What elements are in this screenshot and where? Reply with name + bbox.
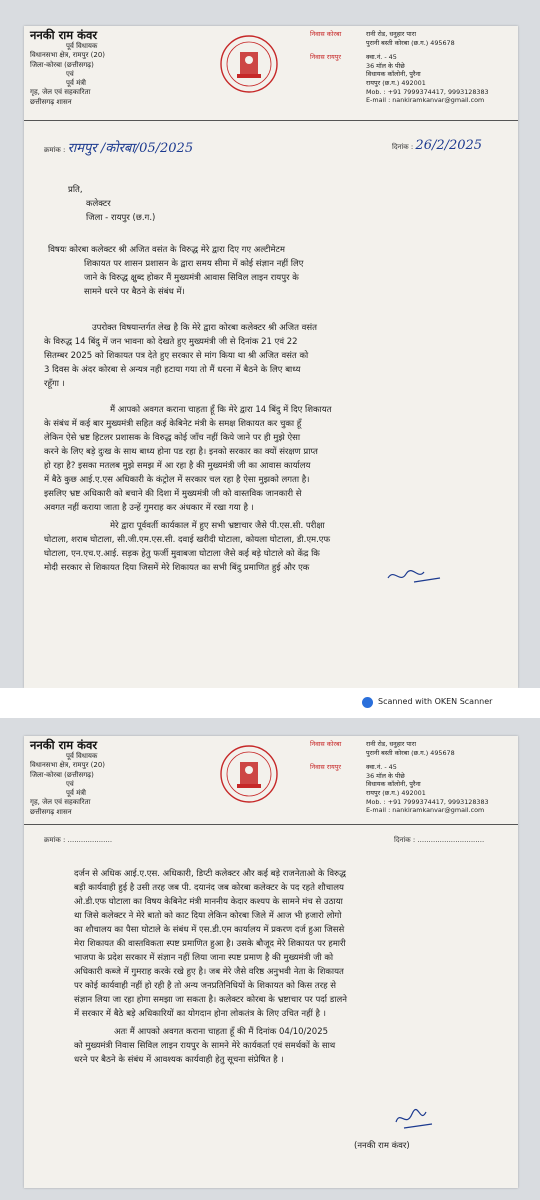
korba-address-line-2: पुरानी बस्ती कोरबा (छ.ग.) 495678 — [366, 38, 455, 47]
header-divider — [24, 824, 518, 825]
signatory-name: (ननकी राम कंवर) — [354, 1141, 410, 1151]
letterhead-right — [310, 30, 518, 105]
body-line: घोटाला, एन.एच.ए.आई. सड़क हेतु फर्जी मुवाबजा घोटाला जैसे कई बड़े घोटाले को केंद्र कि — [44, 549, 320, 559]
body-line: के विरुद्ध 14 बिंदु में जन भावना को देखते हुए मुख्यमंत्री जी से दिनांक 21 एवं 22 — [44, 337, 298, 347]
recipient-line: कलेक्टर — [86, 199, 111, 209]
letterhead-left — [30, 28, 105, 107]
and-line: एवं — [66, 779, 74, 788]
former-minister-line: पूर्व मंत्री — [66, 789, 86, 798]
letterhead-name: ननकी राम कंवर — [30, 28, 98, 42]
portfolio-line: गृह, जेल एवं सहकारिता — [30, 88, 91, 97]
body-line: में सरकार में बैठे बड़े अधिकारियों का योगदान होना लोकतंत्र के लिए उचित नहीं है । — [74, 1009, 326, 1019]
raipur-address-line-4: रायपुर (छ.ग.) 492001 — [366, 788, 426, 797]
recipient-district-line: जिला - रायपुर (छ.ग.) — [86, 213, 156, 223]
letterhead-right — [310, 740, 518, 815]
body-line: अधिकारी कब्जे में गुमराह करके रखे हुए है। जब मेरे जैसे वरिष्ठ अनुभवी नेता के शिकायत — [74, 967, 344, 977]
assembly-emblem-icon — [219, 30, 279, 112]
letterhead-left — [30, 738, 105, 817]
body-line: घोटाला, शराब घोटाला, सी.जी.एम.एस.सी. दवाई खरीदी घोटाला, कोयला घोटाला, डी.एम.एफ — [44, 535, 331, 545]
portfolio-line: गृह, जेल एवं सहकारिता — [30, 798, 91, 807]
body-line: 3 दिवस के अंदर कोरबा से अन्यत्र नही हटाया गया तो मैं धरना में बैठने के लिए बाध्य — [44, 365, 301, 375]
raipur-address-line-4: रायपुर (छ.ग.) 492001 — [366, 78, 426, 87]
body-line: भाजपा के प्रदेश सरकार में संज्ञान नहीं लिया जाना स्पष्ट प्रमाण है की मुख्यमंत्री जी को — [74, 953, 334, 963]
raipur-address-line-3: विधायक कॉलोनी, पुरैना — [366, 780, 421, 789]
constituency-line: विधानसभा क्षेत्र, रामपुर (20) — [30, 51, 106, 60]
letter-page-2 — [24, 736, 518, 1188]
raipur-address-line-2: 36 मॉल के पीछे — [366, 61, 405, 70]
govt-line: छत्तीसगढ़ शासन — [30, 97, 72, 106]
reference-number: क्रमांक : रामपुर /कोरबा/05/2025 — [44, 141, 194, 156]
letter-date: दिनांक : 26/2/2025 — [392, 138, 483, 153]
raipur-residence-label: निवास रायपुर — [310, 763, 341, 772]
body-line: में बैठे कुछ आई.ए.एस अधिकारी के कंट्रोल में सरकार चल रहा है ऐसा मुझको लगता है। — [44, 475, 310, 485]
korba-address-line-2: पुरानी बस्ती कोरबा (छ.ग.) 495678 — [366, 748, 455, 757]
body-line: संज्ञान लिया जा रहा होगा समझा जा सकता है। कलेक्टर कोरबा के भ्रष्टाचार पर पर्दा डालने — [74, 995, 347, 1005]
body-line: अवगत नहीं कराया जाता है उन्हें गुमराह कर अंधकार में रखा गया है । — [44, 503, 254, 513]
district-line: जिला-कोरबा (छत्तीसगढ़) — [30, 60, 94, 69]
body-line: उपरोक्त विषयान्तर्गत लेख है कि मेरे द्वारा कोरबा कलेक्टर श्री अजित वसंत — [92, 323, 317, 333]
raipur-residence-label: निवास रायपुर — [310, 53, 341, 62]
designation-line: पूर्व विधायक — [66, 752, 98, 760]
handwritten-signature-icon — [390, 1102, 438, 1134]
raipur-address-line-1: क्वा.नं. - 45 — [366, 763, 397, 772]
raipur-address-line-3: विधायक कॉलोनी, पुरैना — [366, 70, 421, 79]
body-line: मेरा शिकायत की वास्तविकता स्पष्ट प्रमाणित हुआ है। उसके बौजूद मेरे शिकायत पर हमारी — [74, 939, 346, 949]
letter-date: दिनांक : .............................. — [394, 836, 485, 844]
scanner-logo-icon — [362, 697, 373, 708]
raipur-address-line-1: क्वा.नं. - 45 — [366, 53, 397, 62]
letter-page-1 — [24, 26, 518, 688]
subject-line: सामने धरने पर बैठने के संबंध में। — [84, 287, 185, 297]
body-line: मैं आपको अवगत कराना चाहता हूँ कि मेरे द्वारा 14 बिंदु में दिए शिकायत — [110, 405, 332, 415]
body-line: के संबंध में कई बार मुख्यमंत्री सहित कई केबिनेट मंत्री के समक्ष शिकायत कर चुका हूँ — [44, 419, 302, 429]
and-line: एवं — [66, 69, 74, 78]
body-line: दर्जन से अधिक आई.ए.एस. अधिकारी, डिप्टी कलेक्टर और कई बड़े राजनेताओ के विरुद्ध — [74, 869, 346, 879]
body-line: रहूँगा । — [44, 379, 65, 389]
body-line: मेरे द्वारा पूर्ववर्ती कार्यकाल में हुए सभी भ्रष्टाचार जैसे पी.एस.सी. परीक्षा — [110, 521, 325, 531]
constituency-line: विधानसभा क्षेत्र, रामपुर (20) — [30, 761, 106, 770]
korba-residence-label: निवास कोरबा — [310, 30, 342, 38]
body-line: ओ.डी.एफ घोटाला का विषय केबिनेट मंत्री माननीय केदार कश्यप के सामने मंच से उठाया — [74, 897, 343, 907]
body-line: था जिसे कलेक्टर ने मेरे बातो को काट दिया लेकिन कोरबा जिले में आज भी हजारो लोगो — [74, 911, 342, 921]
raipur-address-line-2: 36 मॉल के पीछे — [366, 771, 405, 780]
district-line: जिला-कोरबा (छत्तीसगढ़) — [30, 770, 94, 779]
body-line: बड़ी कार्यवाही हुई है उसी तरह जब पी. दयानंद जब कोरबा कलेक्टर के पद रहते शौचालय — [74, 883, 344, 893]
scanner-label: Scanned with OKEN Scanner — [378, 697, 493, 706]
email-line: E-mail : nankiramkanvar@gmail.com — [366, 96, 485, 105]
body-line: सितम्बर 2025 को शिकायत पत्र देते हुए सरकार से मांग किया था श्री अजित वसंत को — [44, 351, 309, 361]
mobile-line: Mob. : +91 7999374417, 9993128383 — [366, 797, 489, 806]
assembly-emblem-icon — [219, 740, 279, 822]
reference-number: क्रमांक : .................... — [44, 836, 113, 844]
former-minister-line: पूर्व मंत्री — [66, 79, 86, 88]
body-line: को मुख्यमंत्री निवास सिविल लाइन रायपुर के सामने मेरे कार्यकर्ता एवं समर्थकों के साथ — [74, 1041, 336, 1051]
body-line: हो रहा है? इसका मतलब मुझे समझ में आ रहा है की मुख्यमंत्री जी का आवास कार्यालय — [44, 461, 311, 471]
header-divider — [24, 120, 518, 121]
letterhead-name: ननकी राम कंवर — [30, 738, 98, 752]
body-line: मोदी सरकार से शिकायत दिया जिसमें मेरे शिकायत का सभी बिंदु प्रमाणित हुई और एक — [44, 563, 310, 573]
designation-line: पूर्व विधायक — [66, 42, 98, 50]
subject-line: जाने के विरुद्ध क्षुब्द होकर मैं मुख्यमंत्री आवास सिविल लाइन रायपुर के — [84, 273, 299, 283]
korba-address-line-1: रानी रोड, धनुहार पारा — [366, 30, 416, 38]
body-line: लेकिन ऐसे भ्रष्ट हिटलर प्रशासक के विरुद्ध कोई जाँच नहीं किये जाने पर ही मुझे ऐसा — [44, 433, 301, 443]
email-line: E-mail : nankiramkanvar@gmail.com — [366, 806, 485, 815]
salutation-line: प्रति, — [68, 185, 83, 195]
body-line: पर कोई कार्यवाही नहीं हो रही है तो अन्य जनप्रतिनिधियों के शिकायत को किस तरह से — [74, 981, 337, 991]
subject-line: शिकायत पर शासन प्रशासन के द्वारा समय सीमा में कोई संज्ञान नहीं लिए — [84, 259, 304, 269]
korba-residence-label: निवास कोरबा — [310, 740, 342, 748]
body-line: करने के लिए बड़े दुःख के साथ बाध्य होना पड रहा है। इनको सरकार का क्यों संरक्षण प्राप्त — [44, 447, 318, 457]
scanner-watermark-bar — [0, 688, 540, 718]
body-line: इसलिए भ्रष्ट अधिकारी को बचाने की दिशा में मुख्यमंत्री जी को वास्तविक जानकारी से — [44, 489, 302, 499]
body-line: का शौचालय का पैसा घोटाले के संबंध में एस.डी.एम कार्यालय में प्रकरण दर्ज हुआ जिससे — [74, 925, 345, 935]
govt-line: छत्तीसगढ़ शासन — [30, 807, 72, 816]
subject-line: विषयः कोरबा कलेक्टर श्री अजित वसंत के विरुद्ध मेरे द्वारा दिए गए अल्टीमेटम — [48, 245, 285, 255]
body-line: धरने पर बैठने के संबंध में आवश्यक कार्यवाही हेतु सूचना संप्रेषित है । — [74, 1055, 284, 1065]
initials-signature-icon — [384, 564, 444, 588]
body-line: अतः मैं आपको अवगत कराना चाहता हूँ की मैं दिनांक 04/10/2025 — [114, 1027, 329, 1037]
korba-address-line-1: रानी रोड, धनुहार पारा — [366, 740, 416, 748]
mobile-line: Mob. : +91 7999374417, 9993128383 — [366, 87, 489, 96]
